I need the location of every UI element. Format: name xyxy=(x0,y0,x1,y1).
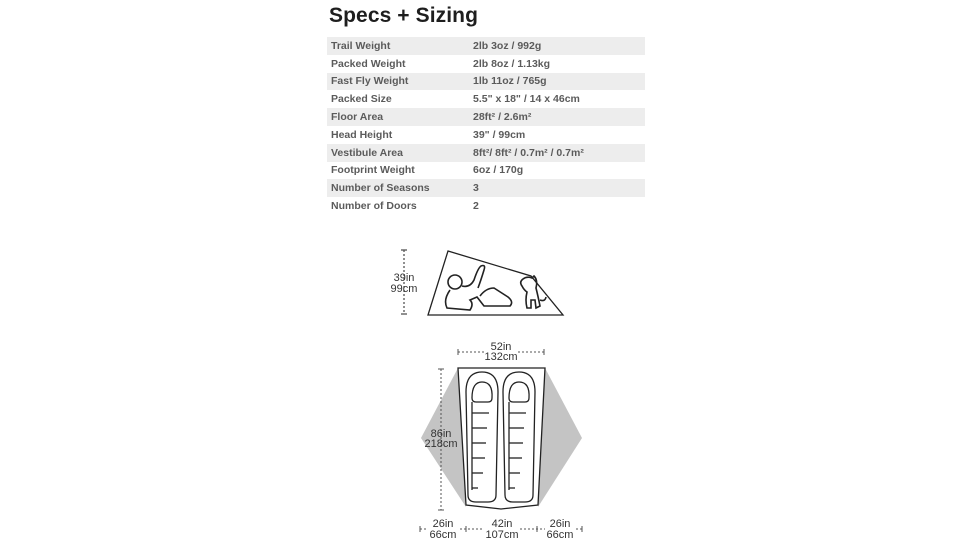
height-cm-label: 99cm xyxy=(390,283,418,295)
spec-value: 2 xyxy=(473,200,479,213)
spec-label: Vestibule Area xyxy=(331,146,403,159)
spec-value: 2lb 8oz / 1.13kg xyxy=(473,57,551,70)
side-view-diagram xyxy=(391,250,563,315)
person-icon xyxy=(446,266,512,311)
spec-value: 2lb 3oz / 992g xyxy=(473,39,542,52)
spec-label: Floor Area xyxy=(331,111,384,124)
right-vestibule-in-label: 26in xyxy=(549,518,571,530)
length-cm-label: 218cm xyxy=(424,438,458,450)
dog-icon xyxy=(521,276,546,308)
floor-width-cm-label: 107cm xyxy=(485,529,519,541)
left-vestibule-in-label: 26in xyxy=(432,518,454,530)
left-vestibule-cm-label: 66cm xyxy=(429,529,457,541)
spec-value: 5.5" x 18" / 14 x 46cm xyxy=(473,93,580,106)
height-in-label: 39in xyxy=(393,272,415,284)
right-vestibule xyxy=(538,368,582,507)
spec-label: Trail Weight xyxy=(331,39,391,52)
spec-value: 6oz / 170g xyxy=(473,164,524,177)
right-vestibule-cm-label: 66cm xyxy=(546,529,574,541)
floor-plan-diagram xyxy=(420,341,582,541)
spec-value: 39" / 99cm xyxy=(473,128,526,141)
spec-value: 1lb 11oz / 765g xyxy=(473,75,547,88)
width-in-label: 52in xyxy=(490,341,512,353)
floor-width-in-label: 42in xyxy=(491,518,513,530)
spec-label: Packed Size xyxy=(331,93,392,106)
spec-label: Number of Seasons xyxy=(331,182,430,195)
width-cm-label: 132cm xyxy=(484,351,518,363)
spec-value: 3 xyxy=(473,182,479,195)
page-title: Specs + Sizing xyxy=(329,4,479,27)
spec-value: 8ft²/ 8ft² / 0.7m² / 0.7m² xyxy=(473,146,584,159)
spec-label: Fast Fly Weight xyxy=(331,75,409,88)
spec-label: Packed Weight xyxy=(331,57,406,70)
spec-label: Head Height xyxy=(331,128,393,141)
tent-floor-outline xyxy=(458,368,545,509)
spec-label: Number of Doors xyxy=(331,200,417,213)
spec-value: 28ft² / 2.6m² xyxy=(473,111,532,124)
length-in-label: 86in xyxy=(430,428,452,440)
spec-label: Footprint Weight xyxy=(331,164,415,177)
